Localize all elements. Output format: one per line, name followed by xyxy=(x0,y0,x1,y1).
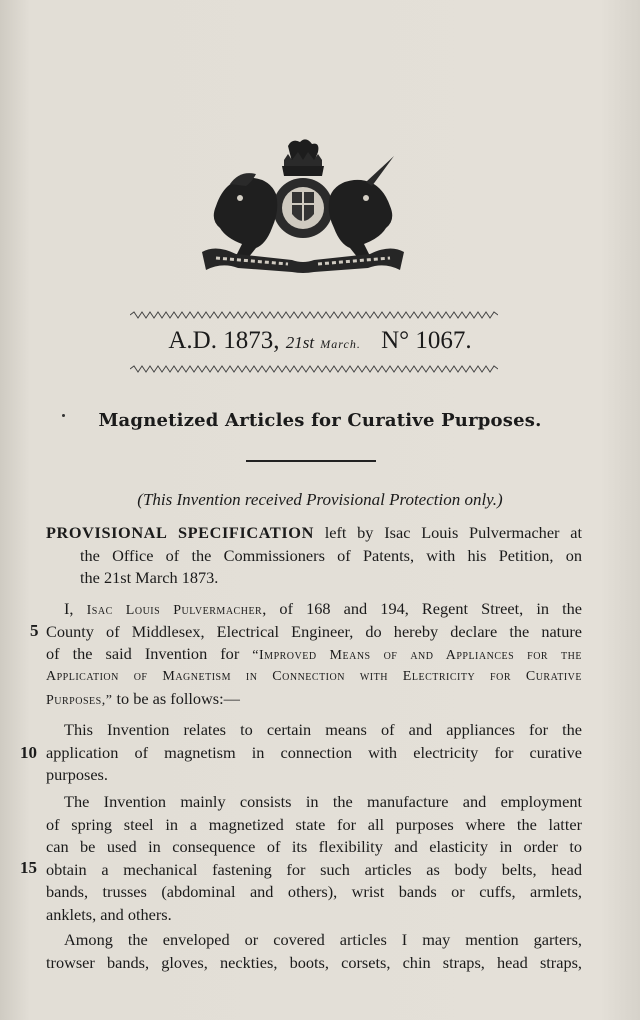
invention-title-part-2: Application of Magnetism in Connection with Electricity for Curative xyxy=(46,668,582,684)
protection-note: (This Invention received Provisional Protection only.) xyxy=(137,490,503,509)
paragraph2-line-2: application of magnetism in connection with electricity for curative xyxy=(46,742,582,762)
title-rule xyxy=(246,460,376,462)
dateline xyxy=(0,327,640,355)
paragraph-invention-consists xyxy=(46,791,582,926)
paragraph3-line-4: obtain a mechanical fastening for such articles as body belts, head xyxy=(46,859,582,879)
provisional-specification-block xyxy=(46,522,582,590)
paragraph2-line-1: This Invention relates to certain means of and appliances for the xyxy=(64,720,582,739)
provisional-line-3: the 21st March 1873. xyxy=(80,568,219,587)
margin-line-number-10: 10 xyxy=(20,743,37,762)
provisional-heading: PROVISIONAL SPECIFICATION xyxy=(46,523,314,542)
provisional-line-1-text: left by Isac Louis Pulvermacher at xyxy=(313,523,582,542)
declaration-line-5 xyxy=(46,688,582,711)
dateline-month: March. xyxy=(320,337,361,351)
declaration-line-1-post: , of 168 and 194, Regent Street, in the xyxy=(262,599,583,618)
margin-line-number-5: 5 xyxy=(30,621,39,640)
paragraph4-line-1: Among the enveloped or covered articles I may mention garters, xyxy=(64,930,582,949)
provisional-line-2: the Office of the Commissioners of Patents, with his Petition, on xyxy=(80,545,582,565)
inventor-name: Isac Louis Pulvermacher xyxy=(86,603,263,618)
dateline-day: 21st xyxy=(285,333,315,352)
provisional-line-1 xyxy=(46,522,582,545)
paragraph2-line-3: purposes. xyxy=(46,765,108,784)
paragraph3-line-3: can be used in consequence of its flexibility and elasticity in order to xyxy=(46,837,582,856)
paragraph-declaration xyxy=(46,598,582,711)
declaration-line-1-pre: I, xyxy=(64,599,87,618)
decorative-wavy-rule-top xyxy=(130,311,498,319)
paragraph-invention-relates xyxy=(46,719,582,787)
declaration-line-3 xyxy=(46,643,582,666)
decorative-wavy-rule-bottom xyxy=(130,365,498,373)
declaration-line-1 xyxy=(46,598,582,621)
dateline-year: A.D. 1873, xyxy=(168,327,280,354)
invention-title-part-1: “Improved Means of and Appliances for the xyxy=(252,648,582,663)
declaration-line-3-pre: of the said Invention for xyxy=(46,644,253,663)
declaration-line-5-post: to be as follows:— xyxy=(112,689,240,708)
paragraph3-line-2: of spring steel in a magnetized state for all purposes where the latter xyxy=(46,814,582,834)
paragraph3-line-1: The Invention mainly consists in the manufacture and employment xyxy=(64,792,582,811)
declaration-line-2: County of Middlesex, Electrical Engineer, do hereby declare the nature xyxy=(46,621,582,641)
document-title: Magnetized Articles for Curative Purposes. xyxy=(98,410,542,431)
paragraph3-line-5: bands, trusses (abdominal and others), wrist bands or cuffs, armlets, xyxy=(46,882,582,901)
invention-title-part-3: Purposes,” xyxy=(46,693,113,708)
patent-number: N° 1067. xyxy=(381,327,472,354)
paragraph3-line-6: anklets, and others. xyxy=(46,904,172,924)
margin-line-number-15: 15 xyxy=(20,858,37,877)
paragraph4-line-2: trowser bands, gloves, neckties, boots, corsets, chin straps, head straps, xyxy=(46,952,582,972)
paragraph-enveloped-articles xyxy=(46,929,582,974)
royal-coat-of-arms-emblem xyxy=(196,136,410,274)
